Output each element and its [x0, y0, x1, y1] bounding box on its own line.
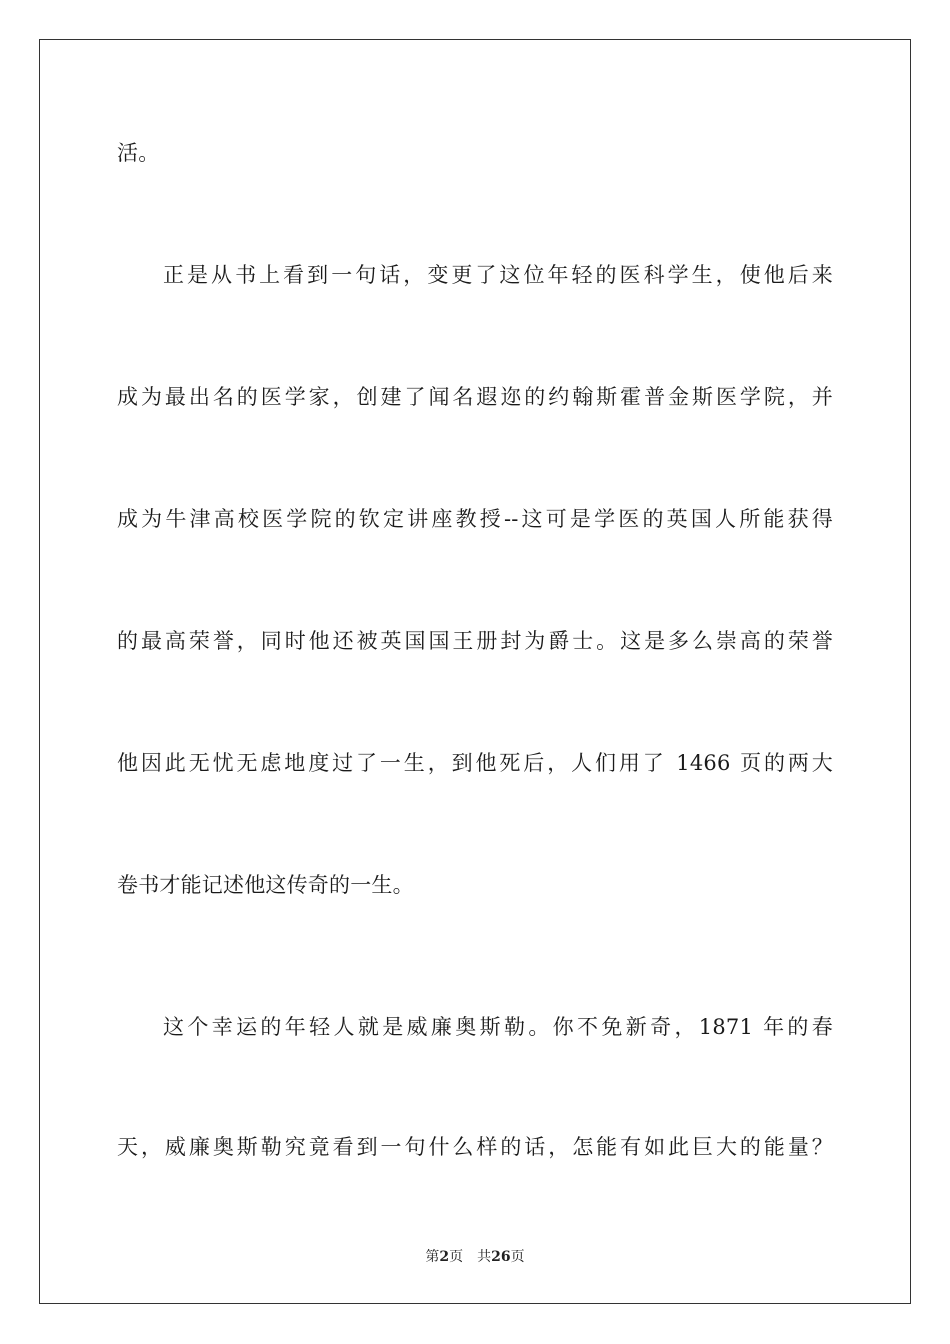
text-line-1: 活。 — [117, 141, 160, 165]
page-number: 2 — [439, 1249, 450, 1265]
text-line-3: 成为最出名的医学家，创建了闻名遐迩的约翰斯霍普金斯医学院，并 — [117, 385, 833, 409]
page-prefix: 第 — [425, 1249, 440, 1265]
text-line-8: 这个幸运的年轻人就是威廉奥斯勒。你不免新奇，1871 年的春 — [163, 1015, 833, 1039]
text-line-5: 的最高荣誉，同时他还被英国国王册封为爵士。这是多么崇高的荣誉 — [117, 629, 833, 653]
total-prefix: 共 — [477, 1249, 492, 1265]
page-footer — [0, 1248, 950, 1266]
page-suffix: 页 — [449, 1249, 464, 1265]
page-border — [39, 39, 911, 1304]
text-line-4: 成为牛津高校医学院的钦定讲座教授--这可是学医的英国人所能获得 — [117, 507, 833, 531]
text-line-7: 卷书才能记述他这传奇的一生。 — [117, 873, 414, 897]
total-suffix: 页 — [510, 1249, 525, 1265]
text-line-9: 天，威廉奥斯勒究竟看到一句什么样的话，怎能有如此巨大的能量？ — [117, 1135, 833, 1159]
text-line-6: 他因此无忧无虑地度过了一生，到他死后，人们用了 1466 页的两大 — [117, 751, 833, 775]
total-pages: 26 — [491, 1249, 511, 1265]
text-line-2: 正是从书上看到一句话，变更了这位年轻的医科学生，使他后来 — [163, 263, 833, 287]
